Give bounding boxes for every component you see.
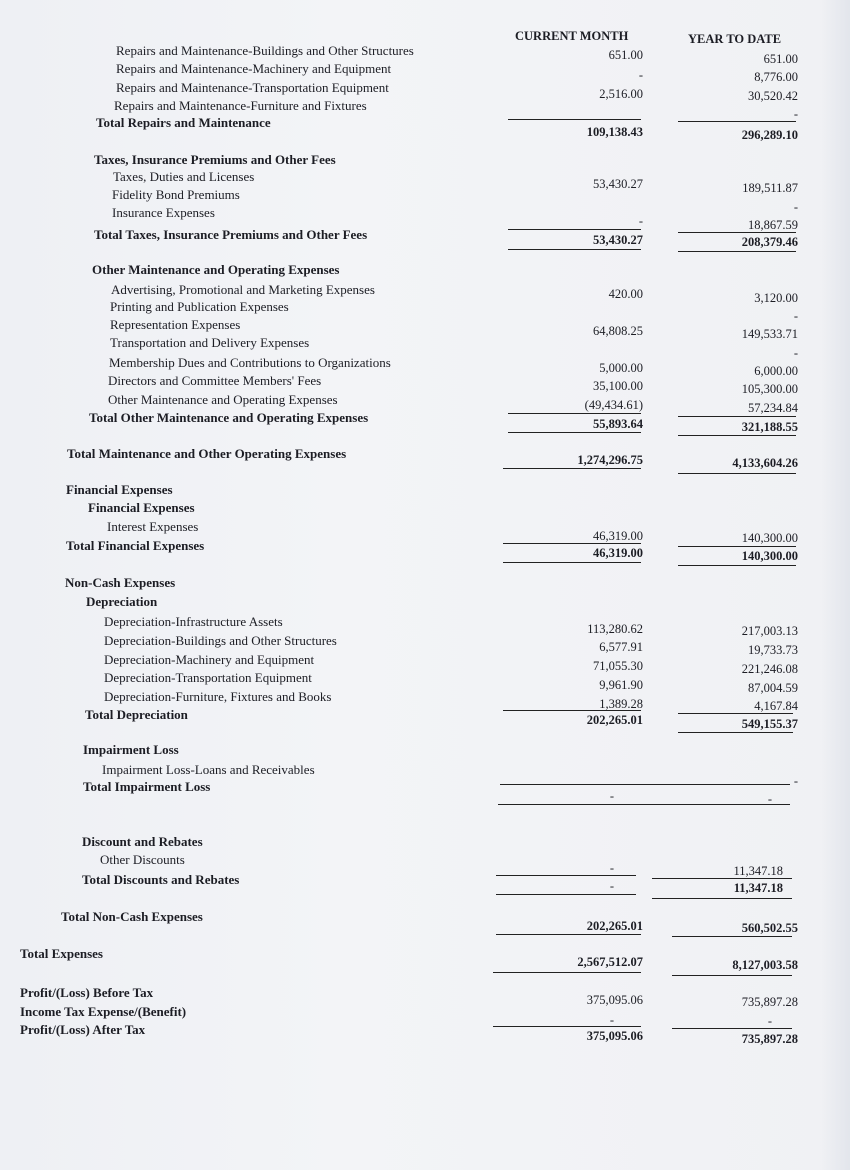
rule (678, 121, 796, 122)
rule (493, 1026, 641, 1027)
subtotal-label: Total Depreciation (85, 707, 188, 722)
subtotal-label: Total Discounts and Rebates (82, 872, 240, 887)
subtotal-label: Total Taxes, Insurance Premiums and Other Fees (94, 227, 368, 242)
subtotal-current: 46,319.00 (593, 546, 643, 560)
row-current: 53,430.27 (593, 177, 643, 191)
rule (652, 878, 792, 879)
rule (500, 784, 790, 785)
rule (672, 975, 792, 976)
row-label: Insurance Expenses (112, 205, 215, 220)
row-label: Advertising, Promotional and Marketing Expenses (111, 282, 375, 297)
row-current: - (638, 214, 643, 228)
row-current: 9,961.90 (599, 678, 643, 692)
total-label: Total Maintenance and Other Operating Expenses (67, 446, 347, 461)
row-label: Repairs and Maintenance-Transportation Equipment (116, 80, 389, 95)
row-label: Other Discounts (100, 852, 185, 867)
rule (503, 562, 641, 563)
rule (498, 804, 790, 805)
subtotal-label: Total Financial Expenses (66, 538, 205, 553)
row-label: Repairs and Maintenance-Buildings and Other Structures (116, 43, 414, 58)
row-current: - (638, 68, 643, 82)
total-label: Total Non-Cash Expenses (61, 909, 203, 924)
rule (678, 546, 796, 547)
total-ytd: 560,502.55 (741, 921, 798, 935)
row-ytd: 217,003.13 (741, 624, 798, 638)
row-current: 71,055.30 (593, 659, 643, 673)
rule (496, 934, 641, 935)
row-label: Interest Expenses (107, 519, 199, 534)
rule (678, 473, 796, 474)
section-heading: Financial Expenses (66, 482, 173, 497)
row-ytd: 19,733.73 (748, 643, 798, 657)
row-current: 46,319.00 (593, 529, 643, 543)
subtotal-ytd: - (767, 792, 772, 806)
row-ytd: 30,520.42 (748, 89, 798, 103)
row-current: - (609, 861, 614, 875)
row-ytd: - (793, 107, 798, 121)
row-ytd: 11,347.18 (733, 864, 783, 878)
row-label: Repairs and Maintenance-Furniture and Fixtures (114, 98, 367, 113)
row-ytd: 105,300.00 (741, 382, 798, 396)
row-current: 420.00 (608, 287, 643, 301)
row-ytd: 651.00 (763, 52, 798, 66)
row-ytd: 57,234.84 (748, 401, 798, 415)
total-ytd: 8,127,003.58 (732, 958, 798, 972)
section-heading: Taxes, Insurance Premiums and Other Fees (94, 152, 336, 167)
total-current: 375,095.06 (586, 1029, 643, 1043)
total-current: 1,274,296.75 (577, 453, 643, 467)
row-current: 6,577.91 (599, 640, 643, 654)
rule (678, 435, 796, 436)
subsection-heading: Depreciation (86, 594, 158, 609)
row-ytd: 18,867.59 (748, 218, 798, 232)
year-to-date-header: YEAR TO DATE (688, 32, 782, 46)
rule (678, 732, 793, 733)
total-ytd: 735,897.28 (741, 995, 798, 1009)
subtotal-ytd: 549,155.37 (741, 717, 798, 731)
row-label: Fidelity Bond Premiums (112, 187, 240, 202)
section-heading: Non-Cash Expenses (65, 575, 176, 590)
row-label: Other Maintenance and Operating Expenses (108, 392, 338, 407)
row-label: Depreciation-Machinery and Equipment (104, 652, 315, 667)
current-month-header: CURRENT MONTH (515, 29, 629, 43)
row-ytd: 149,533.71 (741, 327, 798, 341)
rule (503, 543, 641, 544)
total-label: Income Tax Expense/(Benefit) (20, 1004, 187, 1019)
rule (678, 713, 793, 714)
page-edge-shadow (820, 0, 850, 1170)
row-label: Depreciation-Furniture, Fixtures and Books (104, 689, 332, 704)
section-heading: Other Maintenance and Operating Expenses (92, 262, 340, 277)
rule (493, 972, 641, 973)
row-current: 1,389.28 (599, 697, 643, 711)
subtotal-ytd: 208,379.46 (741, 235, 798, 249)
subtotal-current: 202,265.01 (586, 713, 643, 727)
rule (672, 936, 792, 937)
rule (678, 416, 796, 417)
subtotal-current: - (609, 879, 614, 893)
rule (678, 232, 796, 233)
total-label: Total Expenses (20, 946, 103, 961)
subsection-heading: Impairment Loss (83, 742, 179, 757)
row-current: 651.00 (608, 48, 643, 62)
row-label: Representation Expenses (110, 317, 241, 332)
rule (678, 565, 796, 566)
row-current: 113,280.62 (587, 622, 643, 636)
subtotal-ytd: 296,289.10 (741, 128, 798, 142)
row-label: Repairs and Maintenance-Machinery and Equipment (116, 61, 392, 76)
row-label: Depreciation-Infrastructure Assets (104, 614, 283, 629)
rule (508, 432, 641, 433)
total-label: Profit/(Loss) After Tax (20, 1022, 146, 1037)
rule (652, 898, 792, 899)
subtotal-current: - (609, 789, 614, 803)
total-current: 375,095.06 (586, 993, 643, 1007)
row-label: Transportation and Delivery Expenses (110, 335, 310, 350)
row-current: 5,000.00 (599, 361, 643, 375)
row-ytd: - (767, 1014, 772, 1028)
row-current: - (609, 1013, 614, 1027)
row-ytd: - (793, 200, 798, 214)
row-label: Depreciation-Buildings and Other Structures (104, 633, 337, 648)
subtotal-label: Total Repairs and Maintenance (96, 115, 271, 130)
rule (508, 119, 641, 120)
row-ytd: 221,246.08 (741, 662, 798, 676)
row-label: Taxes, Duties and Licenses (113, 169, 255, 184)
rule (496, 875, 636, 876)
row-ytd: - (793, 309, 798, 323)
row-ytd: 140,300.00 (741, 531, 798, 545)
row-ytd: - (793, 346, 798, 360)
rule (508, 229, 641, 230)
row-ytd: 3,120.00 (754, 291, 798, 305)
row-label: Impairment Loss-Loans and Receivables (102, 762, 315, 777)
subsection-heading: Discount and Rebates (82, 834, 203, 849)
subtotal-current: 53,430.27 (593, 233, 643, 247)
subsection-heading: Financial Expenses (88, 500, 195, 515)
subtotal-label: Total Other Maintenance and Operating Expenses (89, 410, 369, 425)
subtotal-ytd: 11,347.18 (733, 881, 783, 895)
row-ytd: 87,004.59 (748, 681, 798, 695)
total-current: 202,265.01 (586, 919, 643, 933)
row-current: 2,516.00 (599, 87, 643, 101)
subtotal-current: 109,138.43 (586, 125, 643, 139)
row-current: (49,434.61) (584, 398, 643, 412)
row-label: Membership Dues and Contributions to Organizations (109, 355, 391, 370)
row-label: Directors and Committee Members' Fees (108, 373, 322, 388)
subtotal-current: 55,893.64 (593, 417, 643, 431)
rule (508, 413, 641, 414)
rule (678, 251, 796, 252)
rule (672, 1028, 792, 1029)
row-ytd: 189,511.87 (742, 181, 798, 195)
row-current: 35,100.00 (593, 379, 643, 393)
row-ytd: 4,167.84 (754, 699, 798, 713)
subtotal-ytd: 321,188.55 (741, 420, 798, 434)
rule (496, 894, 636, 895)
subtotal-label: Total Impairment Loss (83, 779, 211, 794)
row-label: Printing and Publication Expenses (110, 299, 289, 314)
total-ytd: 735,897.28 (741, 1032, 798, 1046)
row-ytd: 8,776.00 (754, 70, 798, 84)
total-ytd: 4,133,604.26 (732, 456, 798, 470)
row-label: Depreciation-Transportation Equipment (104, 670, 312, 685)
total-current: 2,567,512.07 (577, 955, 643, 969)
rule (503, 710, 641, 711)
subtotal-ytd: 140,300.00 (741, 549, 798, 563)
rule (508, 249, 641, 250)
row-current: 64,808.25 (593, 324, 643, 338)
total-label: Profit/(Loss) Before Tax (20, 985, 154, 1000)
row-ytd: - (793, 774, 798, 788)
row-ytd: 6,000.00 (754, 364, 798, 378)
rule (503, 468, 641, 469)
